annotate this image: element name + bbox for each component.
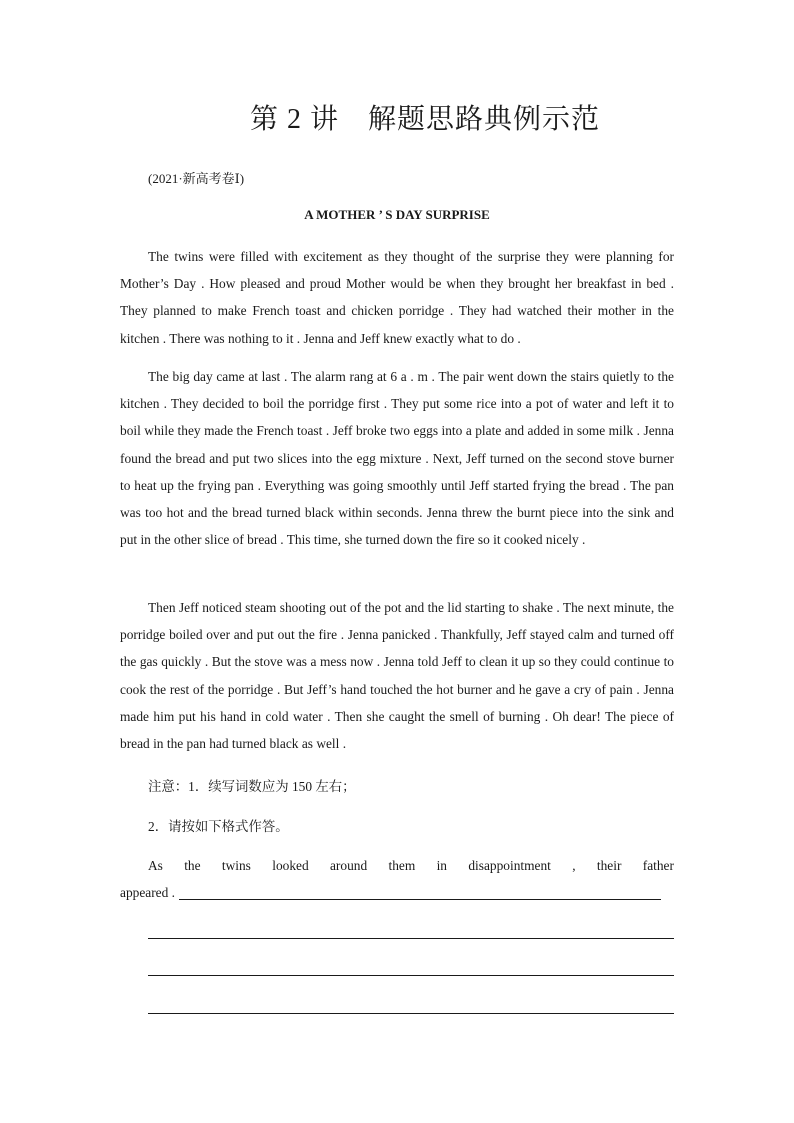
prompt-word: twins [221, 858, 251, 873]
prompt-word: looked [272, 858, 309, 873]
story-paragraph-3: Then Jeff noticed steam shooting out of the pot and the lid starting to shake . The next minute, the porridge boiled over and put out the fire . Jenna panicked . Thankfully, Jeff stayed calm and turned off the gas quickly . But the stove was a mess now . Jenna told Jeff to clean it up so they could continue to cook the rest of the porridge . But Jeff’s hand touched the hot burner and he gave a cry of pain . Jenna made him put his hand in cold water . Then she caught the smell of burning . Oh dear! The piece of bread in the pan had turned black as well . [120, 600, 674, 752]
story-paragraph-2: The big day came at last . The alarm rang at 6 a . m . The pair went down the stairs quietly to the kitchen . They decided to boil the porridge first . They put some rice into a pot of water and left it to boil while they made the French toast . Jeff broke two eggs into a plate and added in some milk . Jenna found the bread and put two slices into the egg mixture . Next, Jeff turned on the second stove burner to heat up the frying pan . Everything was going smoothly until Jeff started frying the bread . The pan was too hot and the bread turned black within seconds. Jenna threw the burnt piece into the sink and put in the other slice of bread . This time, she turned down the fire so it cooked nicely . [120, 369, 674, 548]
answer-blank-inline[interactable] [179, 881, 661, 900]
answer-line[interactable] [148, 938, 674, 939]
answer-line[interactable] [148, 975, 674, 976]
story-paragraph-1: The twins were filled with excitement as they thought of the surprise they were planning for Mother’s Day . How pleased and proud Mother would be when they brought her breakfast in bed . They planned to make French toast and chicken porridge . They had watched their mother in the kitchen . There was nothing to it . Jenna and Jeff knew exactly what to do . [120, 249, 674, 346]
continuation-prompt [120, 852, 674, 906]
prompt-word: in [436, 858, 447, 873]
prompt-word: their [596, 858, 622, 873]
answer-line[interactable] [148, 1013, 674, 1014]
note-format: 2．请按如下格式作答。 [148, 819, 289, 834]
prompt-end-word: appeared . [120, 885, 176, 901]
exam-source: (2021·新高考卷Ⅰ) [148, 171, 245, 186]
note-word-count: 注意：1．续写词数应为 150 左右； [148, 779, 356, 794]
prompt-word: father [642, 858, 674, 873]
prompt-word: As [148, 858, 163, 873]
lecture-title: 第 2 讲 解题思路典例示范 [250, 104, 601, 135]
prompt-word: them [388, 858, 416, 873]
story-title: A MOTHER ’ S DAY SURPRISE [304, 207, 490, 222]
prompt-word: around [329, 858, 368, 873]
prompt-sentence-end [120, 879, 674, 906]
prompt-word: , [572, 858, 576, 873]
prompt-word: disappointment [468, 858, 551, 873]
prompt-sentence [120, 852, 674, 879]
prompt-word: the [184, 858, 201, 873]
